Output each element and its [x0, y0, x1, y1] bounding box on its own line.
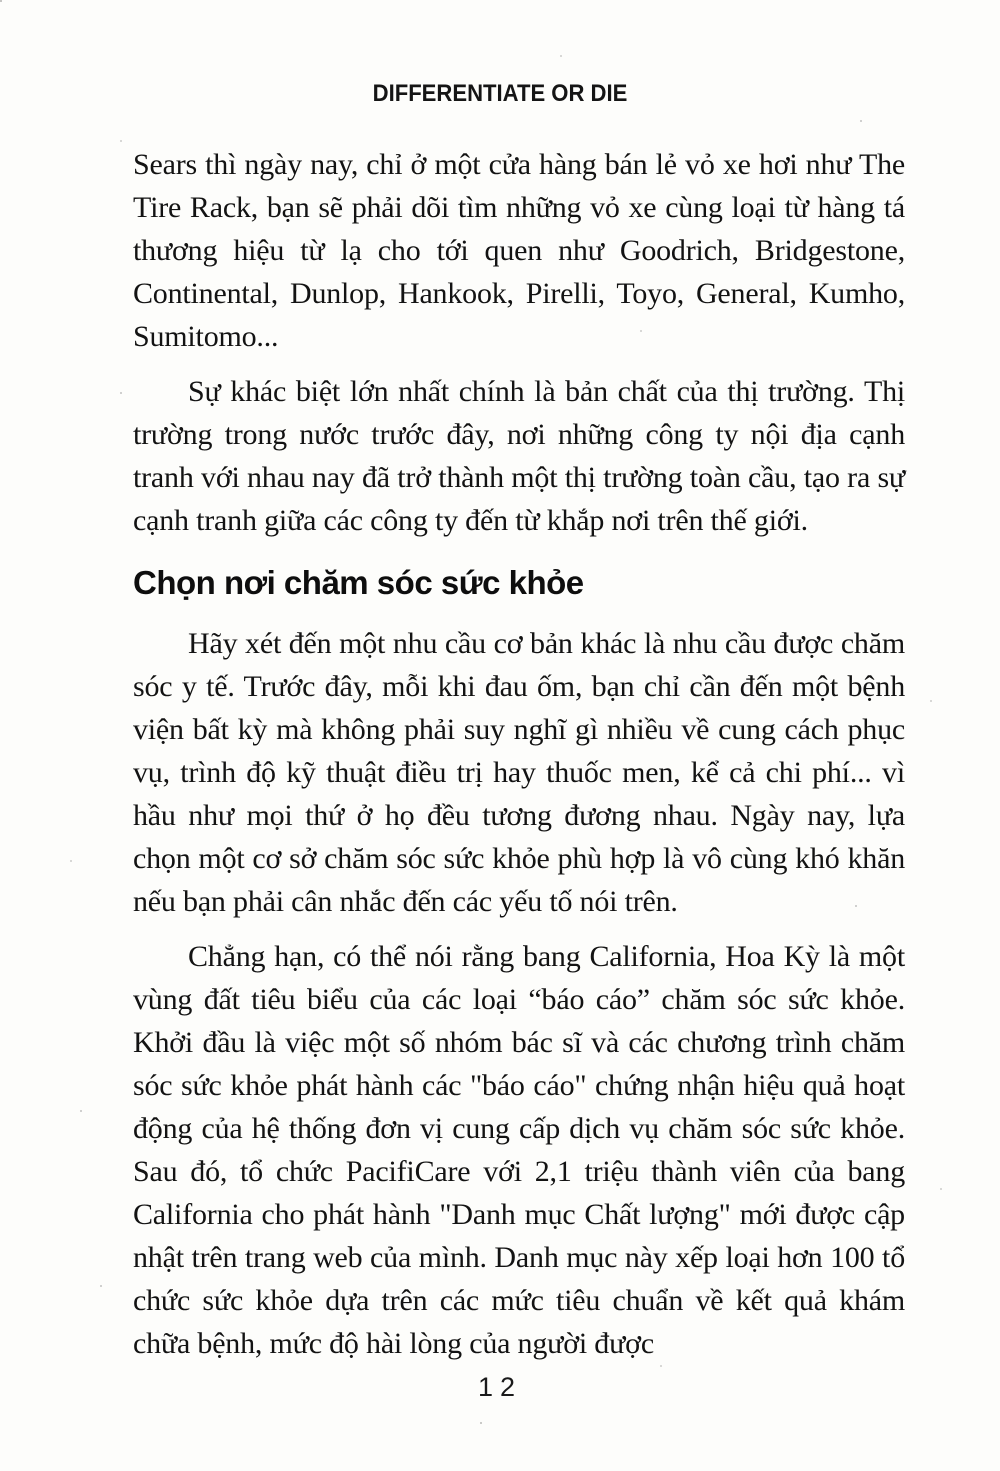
paragraph-healthcare-choice: Hãy xét đến một nhu cầu cơ bản khác là nhu cầu được chăm sóc y tế. Trước đây, mỗi khi đau ốm, bạn chỉ cần đến một bệnh viện bất kỳ mà không phải suy nghĩ gì nhiều về cung cách phục vụ, trình độ kỹ thuật điều trị hay thuốc men, kể cả chi phí... vì hầu như mọi thứ ở họ đều tương đương nhau. Ngày nay, lựa chọn một cơ sở chăm sóc sức khỏe phù hợp là vô cùng khó khăn nếu bạn phải cân nhắc đến các yếu tố nói trên.	[133, 627, 905, 918]
page-number: 12	[477, 1372, 523, 1402]
paragraph-tire-brands: Sears thì ngày nay, chỉ ở một cửa hàng bán lẻ vỏ xe hơi như The Tire Rack, bạn sẽ phải dõi tìm những vỏ xe cùng loại từ hàng tá thương hiệu từ lạ cho tới quen như Goodrich, Bridgestone, Continental, Dunlop, Hankook, Pirelli, Toyo, General, Kumho, Sumitomo...	[133, 148, 905, 353]
page-body-text	[133, 143, 905, 1365]
scan-noise-speckles	[0, 0, 2, 2]
running-header-title: DIFFERENTIATE OR DIE	[372, 80, 628, 107]
paragraph-california-reports: Chẳng hạn, có thể nói rằng bang California, Hoa Kỳ là một vùng đất tiêu biểu của các loại “báo cáo” chăm sóc sức khỏe. Khởi đầu là việc một số nhóm bác sĩ và các chương trình chăm sóc sức khỏe phát hành các "báo cáo" chứng nhận hiệu quả hoạt động của hệ thống đơn vị cung cấp dịch vụ chăm sóc sức khỏe. Sau đó, tổ chức PacifiCare với 2,1 triệu thành viên của bang California cho phát hành "Danh mục Chất lượng" mới được cập nhật trên trang web của mình. Danh mục này xếp loại hơn 100 tổ chức sức khỏe dựa trên các mức tiêu chuẩn về kết quả khám chữa bệnh, mức độ hài lòng của người được	[133, 940, 905, 1360]
paragraph-market-difference: Sự khác biệt lớn nhất chính là bản chất của thị trường. Thị trường trong nước trước đây, nơi những công ty nội địa cạnh tranh với nhau nay đã trở thành một thị trường toàn cầu, tạo ra sự cạnh tranh giữa các công ty đến từ khắp nơi trên thế giới.	[133, 375, 905, 537]
section-heading-healthcare: Chọn nơi chăm sóc sức khỏe	[133, 564, 584, 601]
